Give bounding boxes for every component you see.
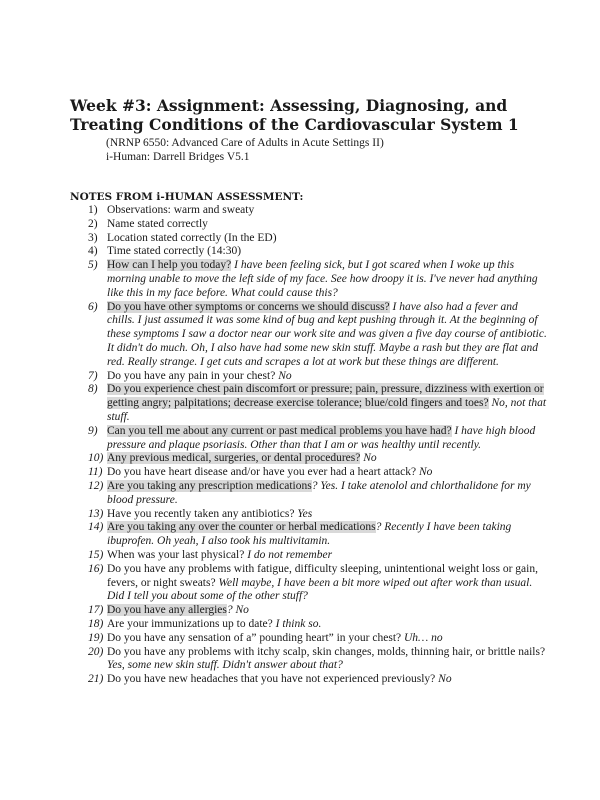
answer-text: I have high blood pressure and plaque psoriasis. Other than that I am or was healthy until recently. xyxy=(107,424,536,451)
note-item xyxy=(88,632,548,646)
question-text: Location stated correctly (In the ED) xyxy=(107,231,277,244)
note-item xyxy=(88,452,548,466)
answer-text: ? Yes. I take atenolol and chlorthalidone for my blood pressure. xyxy=(107,479,531,506)
item-number: 7) xyxy=(88,369,98,382)
answer-text: I think so. xyxy=(272,617,322,630)
note-item xyxy=(88,466,548,480)
note-item xyxy=(88,204,548,218)
question-text: Observations: warm and sweaty xyxy=(107,204,255,216)
answer-text: I have also had a fever and chills. I just assumed it was some kind of bug and kept pushing through it. At the beginning of these symptoms I saw a doctor near our work site and was given a five day course of antibiotic. It didn't do much. Oh, I also have had some new skin stuff. Maybe a rash but they are flat and red. Really strange. I get cuts and scrapes a lot at work but these things are different. xyxy=(107,300,547,368)
note-item xyxy=(88,232,548,246)
item-number: 9) xyxy=(88,424,98,437)
item-number: 8) xyxy=(88,383,98,396)
answer-text: No xyxy=(275,369,292,382)
note-item xyxy=(88,383,548,424)
answer-text: ? No xyxy=(226,604,249,617)
item-number: 14) xyxy=(88,521,104,534)
question-text: Are your immunizations up to date? xyxy=(107,617,273,630)
item-number: 6) xyxy=(88,300,98,313)
note-item xyxy=(88,508,548,522)
course-subtitle: (NRNP 6550: Advanced Care of Adults in Acute Settings II) xyxy=(106,137,384,149)
answer-text: I do not remember xyxy=(244,548,333,561)
notes-list xyxy=(88,204,548,687)
document-title: Week #3: Assignment: Assessing, Diagnosing, and Treating Conditions of the Cardiovascular System 1 xyxy=(70,96,519,134)
note-item xyxy=(88,259,548,300)
item-number: 19) xyxy=(88,631,104,644)
note-item xyxy=(88,618,548,632)
item-number: 10) xyxy=(88,452,104,465)
question-text: Any previous medical, surgeries, or dental procedures? xyxy=(107,452,361,465)
question-text: When was your last physical? xyxy=(107,548,245,561)
question-text: Do you experience chest pain discomfort or pressure; pain, pressure, dizziness with exertion or getting angry; palpitations; decrease exercise tolerance; blue/cold fingers and toes? xyxy=(107,383,544,410)
answer-text: Yes xyxy=(294,507,313,520)
note-item xyxy=(88,218,548,232)
question-text: Do you have new headaches that you have not experienced previously? xyxy=(107,673,436,686)
item-number: 18) xyxy=(88,617,104,630)
item-number: 4) xyxy=(88,245,98,258)
note-item xyxy=(88,646,548,674)
item-number: 2) xyxy=(88,217,98,230)
note-item xyxy=(88,245,548,259)
question-text: Are you taking any over the counter or herbal medications xyxy=(107,521,376,534)
answer-text: No xyxy=(416,466,433,479)
item-number: 1) xyxy=(88,204,98,216)
item-number: 12) xyxy=(88,479,104,492)
answer-text: No xyxy=(360,452,377,465)
question-text: Do you have any problems with itchy scalp, skin changes, molds, thinning hair, or brittle nails? xyxy=(107,645,546,658)
answer-text: Well maybe, I have been a bit more wiped out after work than usual. Did I tell you about some of the other stuff? xyxy=(107,576,533,603)
item-number: 15) xyxy=(88,548,104,561)
answer-text: I have been feeling sick, but I got scared when I woke up this morning unable to move the left side of my face. See how droopy it is. I've never had anything like this in my face before. What could cause this? xyxy=(107,259,538,299)
question-text: Do you have any problems with fatigue, difficulty sleeping, unintentional weight loss or gain, fevers, or night sweats? xyxy=(107,562,538,589)
note-item xyxy=(88,425,548,453)
answer-text: ? Recently I have been taking ibuprofen. Oh yeah, I also took his multivitamin. xyxy=(107,521,512,548)
question-text: Have you recently taken any antibiotics? xyxy=(107,507,295,520)
item-number: 20) xyxy=(88,645,104,658)
item-number: 17) xyxy=(88,604,104,617)
question-text: Time stated correctly (14:30) xyxy=(107,245,242,258)
question-text: Do you have any allergies xyxy=(107,604,227,617)
answer-text: Yes, some new skin stuff. Didn't answer about that? xyxy=(107,659,343,672)
note-item xyxy=(88,549,548,563)
item-number: 16) xyxy=(88,562,104,575)
item-number: 3) xyxy=(88,231,98,244)
question-text: Do you have any pain in your chest? xyxy=(107,369,276,382)
question-text: Are you taking any prescription medications xyxy=(107,479,312,492)
question-text: Do you have any sensation of a” pounding heart” in your chest? xyxy=(107,631,402,644)
question-text: Can you tell me about any current or past medical problems you have had? xyxy=(107,424,452,437)
question-text: How can I help you today? xyxy=(107,259,232,272)
answer-text: Uh… no xyxy=(401,631,443,644)
question-text: Do you have other symptoms or concerns we should discuss? xyxy=(107,300,390,313)
note-item xyxy=(88,370,548,384)
note-item xyxy=(88,521,548,549)
answer-text: No xyxy=(435,673,452,686)
question-text: Do you have heart disease and/or have you ever had a heart attack? xyxy=(107,466,417,479)
item-number: 11) xyxy=(88,466,103,479)
note-item xyxy=(88,673,548,687)
notes-heading: NOTES FROM i-HUMAN ASSESSMENT: xyxy=(70,191,304,203)
answer-text: No, not that stuff. xyxy=(107,397,547,423)
question-text: Name stated correctly xyxy=(107,217,208,230)
item-number: 21) xyxy=(88,673,104,686)
note-item xyxy=(88,301,548,370)
note-item xyxy=(88,563,548,604)
case-subtitle: i-Human: Darrell Bridges V5.1 xyxy=(106,151,250,163)
note-item xyxy=(88,604,548,618)
item-number: 5) xyxy=(88,259,98,272)
note-item xyxy=(88,480,548,508)
item-number: 13) xyxy=(88,507,104,520)
